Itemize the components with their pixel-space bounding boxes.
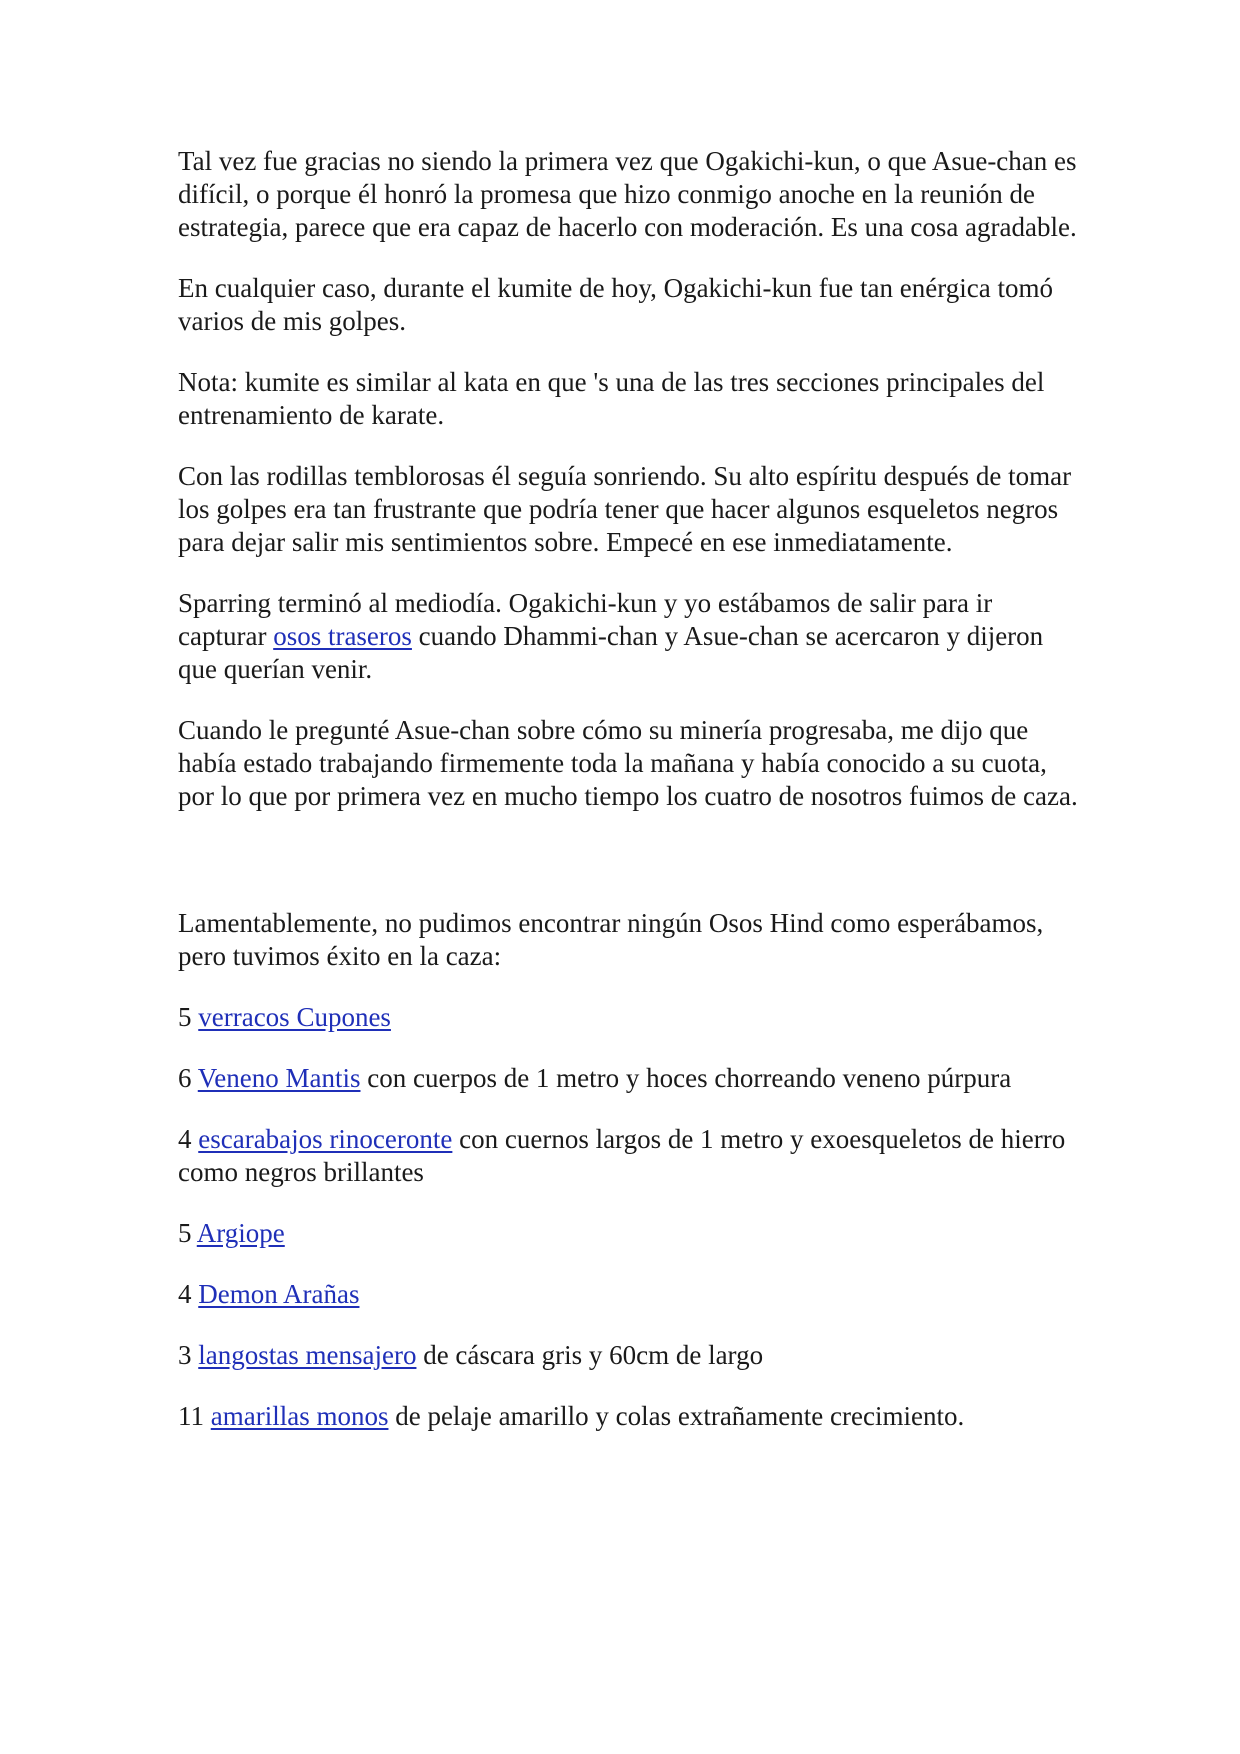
- list-item-count: 3: [178, 1340, 192, 1370]
- paragraph-note: Nota: kumite es similar al kata en que 's una de las tres secciones principales del entrenamiento de karate.: [178, 367, 1045, 430]
- paragraph-6: Cuando le pregunté Asue-chan sobre cómo su minería progresaba, me dijo que había estado trabajando firmemente toda la mañana y había conocido a su cuota, por lo que por primera vez en mucho tiempo los cuatro de nosotros fuimos de caza.: [178, 715, 1078, 811]
- list-item: [178, 1001, 1078, 1034]
- link-argiope[interactable]: Argiope: [196, 1218, 285, 1248]
- paragraph-4: Con las rodillas temblorosas él seguía sonriendo. Su alto espíritu después de tomar los golpes era tan frustrante que podría tener que hacer algunos esqueletos negros para dejar salir mis sentimientos sobre. Empecé en ese inmediatamente.: [178, 461, 1072, 557]
- paragraph-1: Tal vez fue gracias no siendo la primera vez que Ogakichi-kun, o que Asue-chan es difícil, o porque él honró la promesa que hizo conmigo anoche en la reunión de estrategia, parece que era capaz de hacerlo con moderación. Es una cosa agradable.: [178, 146, 1077, 242]
- list-item-count: 6: [178, 1063, 192, 1093]
- paragraph-5-text-after: cuando Dhammi-chan y Asue-chan se acercaron y dijeron que querían venir.: [178, 621, 1044, 684]
- list-item-count: 11: [178, 1401, 204, 1431]
- link-escarabajos-rinoceronte[interactable]: escarabajos rinoceronte: [198, 1124, 453, 1154]
- list-item: [178, 1062, 1078, 1095]
- list-item-description: con cuernos largos de 1 metro y exoesqueletos de hierro como negros brillantes: [178, 1124, 1066, 1187]
- link-langostas-mensajero[interactable]: langostas mensajero: [198, 1340, 417, 1370]
- link-verracos-cupones[interactable]: verracos Cupones: [198, 1002, 391, 1032]
- list-item: [178, 1400, 1078, 1433]
- link-osos-traseros[interactable]: osos traseros: [273, 621, 412, 651]
- list-item-count: 5: [178, 1218, 192, 1248]
- list-item: [178, 1123, 1078, 1189]
- document-body: [178, 145, 1078, 1461]
- list-item-description: de cáscara gris y 60cm de largo: [416, 1340, 764, 1370]
- link-demon-aranas[interactable]: Demon Arañas: [198, 1279, 360, 1309]
- list-item-count: 4: [178, 1124, 192, 1154]
- list-item: [178, 1339, 1078, 1372]
- list-item: [178, 1278, 1078, 1311]
- link-veneno-mantis[interactable]: Veneno Mantis: [197, 1063, 361, 1093]
- paragraph-5-text-before: Sparring terminó al mediodía. Ogakichi-kun y yo estábamos de salir para ir capturar: [178, 588, 993, 651]
- paragraph-2: En cualquier caso, durante el kumite de hoy, Ogakichi-kun fue tan enérgica tomó varios de mis golpes.: [178, 273, 1053, 336]
- paragraph-7: Lamentablemente, no pudimos encontrar ningún Osos Hind como esperábamos, pero tuvimos éxito en la caza:: [178, 908, 1044, 971]
- list-item-description: de pelaje amarillo y colas extrañamente crecimiento.: [388, 1401, 965, 1431]
- paragraph-5: [178, 587, 1078, 686]
- link-amarillas-monos[interactable]: amarillas monos: [210, 1401, 389, 1431]
- list-item-count: 4: [178, 1279, 192, 1309]
- list-item-description: con cuerpos de 1 metro y hoces chorreando veneno púrpura: [360, 1063, 1012, 1093]
- list-item: [178, 1217, 1078, 1250]
- list-item-count: 5: [178, 1002, 192, 1032]
